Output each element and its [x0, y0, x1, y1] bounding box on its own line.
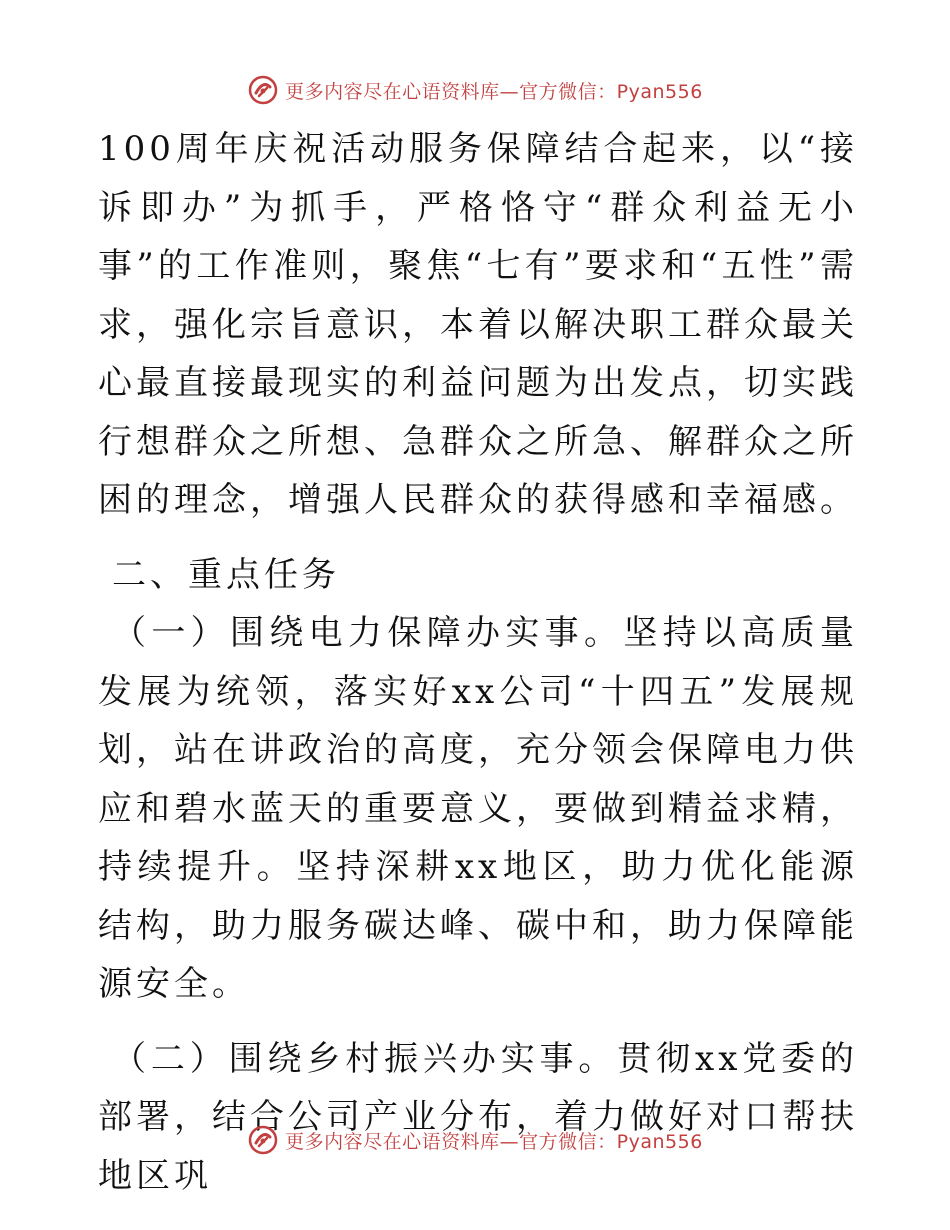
seal-logo-icon [247, 1124, 279, 1156]
intro-paragraph: 100周年庆祝活动服务保障结合起来，以“接诉即办”为抓手，严格恪守“群众利益无小事”的工作准则，聚焦“七有”要求和“五性”需求，强化宗旨意识，本着以解决职工群众最关心最直接最现实的利益问题为出发点，切实践行想群众之所想、急群众之所急、解群众之所困的理念，增强人民群众的获得感和幸福感。 [98, 129, 858, 520]
task-item-2: （二）围绕乡村振兴办实事。贯彻xx党委的部署，结合公司产业分布，着力做好对口帮扶地区巩 [98, 1038, 858, 1196]
task-item-1: （一）围绕电力保障办实事。坚持以高质量发展为统领，落实好xx公司“十四五”发展规划，站在讲政治的高度，充分领会保障电力供应和碧水蓝天的重要意义，要做到精益求精，持续提升。坚持深耕xx地区，助力优化能源结构，助力服务碳达峰、碳中和，助力保障能源安全。 [98, 613, 858, 1004]
document-body [98, 120, 858, 1205]
watermark-text: 更多内容尽在心语资料库—官方微信：Pyan556 [285, 1130, 703, 1153]
header-watermark [0, 70, 950, 110]
seal-logo-icon [247, 74, 279, 106]
footer-watermark [0, 1120, 950, 1160]
watermark-text: 更多内容尽在心语资料库—官方微信：Pyan556 [285, 80, 703, 103]
section-heading: 二、重点任务 [112, 554, 340, 595]
